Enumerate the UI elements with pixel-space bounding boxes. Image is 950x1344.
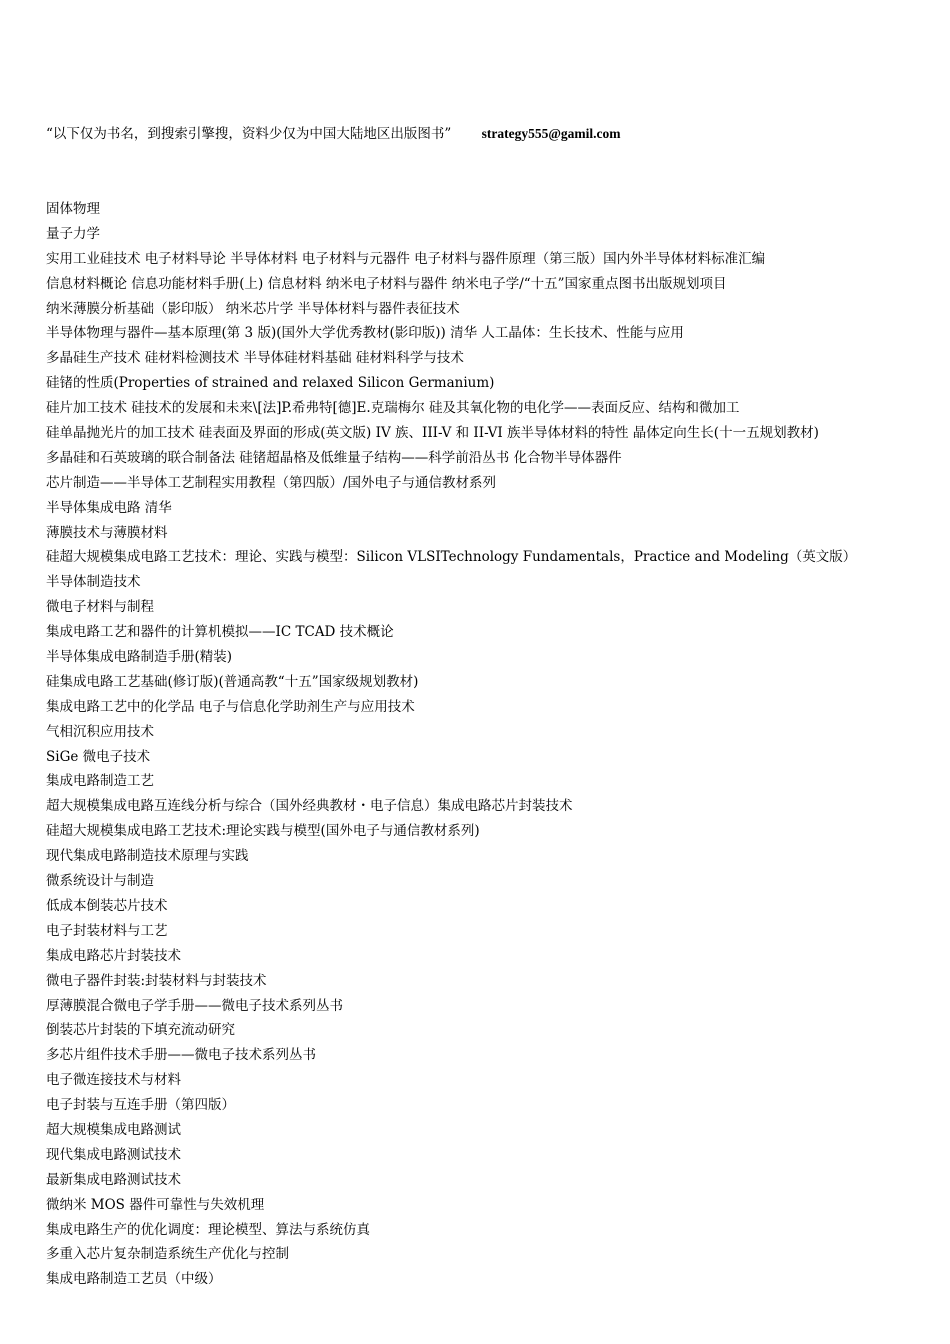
book-line: 厚薄膜混合微电子学手册——微电子技术系列丛书	[46, 997, 343, 1014]
book-line: 多芯片组件技术手册——微电子技术系列丛书	[46, 1047, 316, 1064]
book-line: 微纳米 MOS 器件可靠性与失效机理	[46, 1196, 265, 1213]
book-line: 半导体制造技术	[46, 574, 141, 591]
book-line: 低成本倒装芯片技术	[46, 897, 168, 914]
book-line: 半导体物理与器件—基本原理(第 3 版)(国外大学优秀教材(影印版)) 清华 人工晶体：生长技术、性能与应用	[46, 325, 684, 342]
book-title-list	[46, 199, 941, 1294]
book-line: 硅单晶抛光片的加工技术 硅表面及界面的形成(英文版) IV 族、III-V 和 II-VI 族半导体材料的特性 晶体定向生长(十一五规划教材)	[46, 425, 819, 442]
book-line: 硅锗的性质(Properties of strained and relaxed Silicon Germanium)	[46, 375, 495, 392]
book-line: 集成电路制造工艺员（中级）	[46, 1271, 222, 1288]
header-note-line	[46, 124, 621, 144]
book-line: 集成电路生产的优化调度：理论模型、算法与系统仿真	[46, 1221, 370, 1238]
book-line: 现代集成电路测试技术	[46, 1146, 181, 1163]
book-line: 超大规模集成电路互连线分析与综合（国外经典教材・电子信息）集成电路芯片封装技术	[46, 798, 573, 815]
book-line: 集成电路工艺和器件的计算机模拟——IC TCAD 技术概论	[46, 624, 394, 641]
book-line: 多晶硅和石英玻璃的联合制备法 硅锗超晶格及低维量子结构——科学前沿丛书 化合物半导体器件	[46, 449, 622, 466]
book-line: 微电子器件封装:封装材料与封装技术	[46, 972, 267, 989]
book-line: 固体物理	[46, 201, 100, 217]
book-line: 微系统设计与制造	[46, 873, 154, 890]
book-line: 纳米薄膜分析基础（影印版） 纳米芯片学 半导体材料与器件表征技术	[46, 300, 460, 317]
book-line: 薄膜技术与薄膜材料	[46, 524, 168, 541]
book-line: 信息材料概论 信息功能材料手册(上) 信息材料 纳米电子材料与器件 纳米电子学/“十五”国家重点图书出版规划项目	[46, 275, 727, 292]
book-line: 多晶硅生产技术 硅材料检测技术 半导体硅材料基础 硅材料科学与技术	[46, 350, 464, 367]
book-line: 气相沉积应用技术	[46, 723, 154, 740]
book-line: 电子封装与互连手册（第四版）	[46, 1097, 235, 1114]
book-line: 电子微连接技术与材料	[46, 1072, 181, 1089]
book-line: 半导体集成电路制造手册(精装)	[46, 649, 233, 666]
book-line: 最新集成电路测试技术	[46, 1171, 181, 1188]
book-line: 集成电路芯片封装技术	[46, 947, 181, 964]
book-line: 集成电路制造工艺	[46, 773, 154, 790]
header-email: strategy555@gamil.com	[481, 126, 621, 141]
book-line: 硅超大规模集成电路工艺技术：理论、实践与模型：Silicon VLSITechnology Fundamentals，Practice and Modeling（英文版）	[46, 549, 857, 566]
book-line: 实用工业硅技术 电子材料导论 半导体材料 电子材料与元器件 电子材料与器件原理（第三版）国内外半导体材料标准汇编	[46, 250, 766, 267]
book-line: 现代集成电路制造技术原理与实践	[46, 848, 249, 865]
book-line: 多重入芯片复杂制造系统生产优化与控制	[46, 1246, 289, 1263]
book-line: 倒装芯片封装的下填充流动研究	[46, 1022, 235, 1039]
book-line: 电子封装材料与工艺	[46, 922, 168, 939]
book-line: 量子力学	[46, 225, 100, 242]
book-line: 芯片制造——半导体工艺制程实用教程（第四版）/国外电子与通信教材系列	[46, 474, 497, 491]
book-line: 微电子材料与制程	[46, 599, 154, 616]
book-line: 硅片加工技术 硅技术的发展和未来\[法]P.希弗特[德]E.克瑞梅尔 硅及其氧化物的电化学——表面反应、结构和微加工	[46, 400, 740, 417]
book-line: 硅超大规模集成电路工艺技术:理论实践与模型(国外电子与通信教材系列)	[46, 823, 480, 840]
book-line: 超大规模集成电路测试	[46, 1121, 181, 1138]
book-line: 硅集成电路工艺基础(修订版)(普通高教“十五”国家级规划教材)	[46, 673, 419, 690]
book-line: SiGe 微电子技术	[46, 748, 151, 765]
header-note: “以下仅为书名，到搜索引擎搜，资料少仅为中国大陆地区出版图书”	[46, 126, 452, 142]
book-line: 半导体集成电路 清华	[46, 499, 172, 516]
book-line: 集成电路工艺中的化学品 电子与信息化学助剂生产与应用技术	[46, 698, 415, 715]
